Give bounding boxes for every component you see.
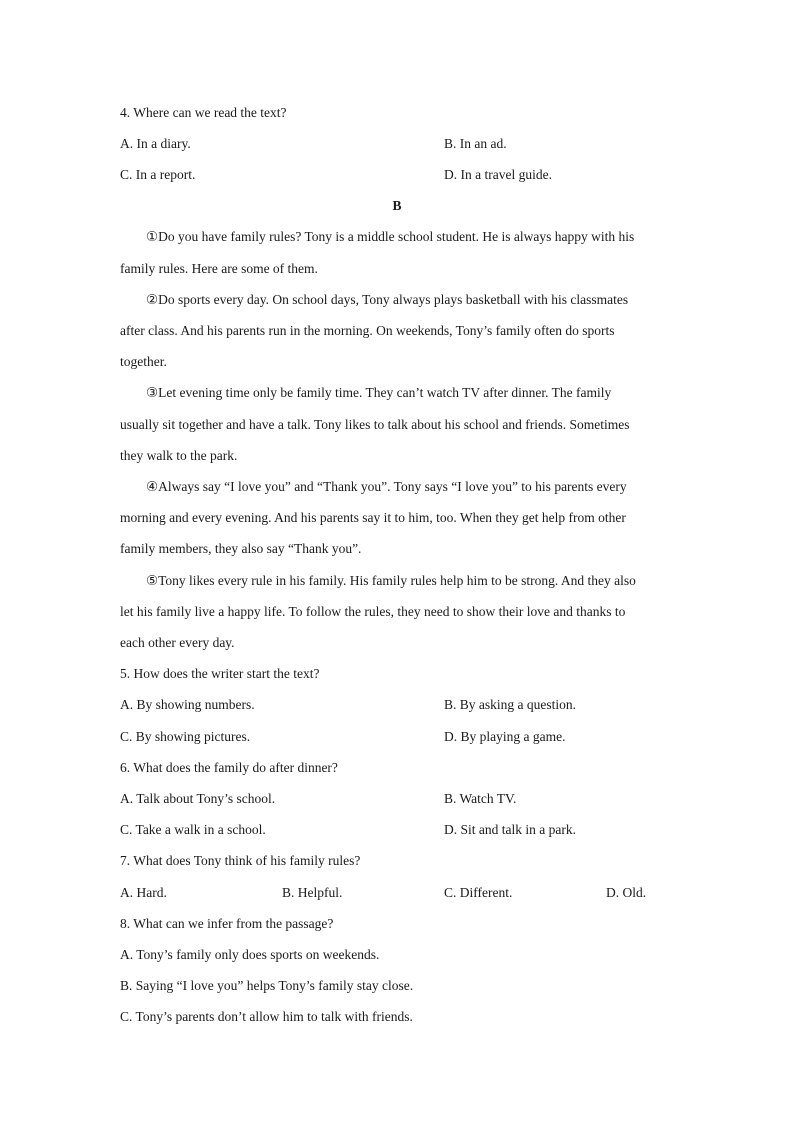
q7-option-a: A. Hard.	[120, 885, 167, 900]
question-6: 6. What does the family do after dinner?	[120, 760, 338, 775]
passage-line: each other every day.	[120, 635, 235, 650]
q6-option-b: B. Watch TV.	[444, 791, 517, 806]
q4-option-a: A. In a diary.	[120, 136, 191, 151]
passage-line: they walk to the park.	[120, 448, 238, 463]
q5-option-c: C. By showing pictures.	[120, 729, 251, 744]
passage-line: ③Let evening time only be family time. They can’t watch TV after dinner. The family	[146, 385, 612, 400]
passage-line: ④Always say “I love you” and “Thank you”. Tony says “I love you” to his parents every	[146, 479, 627, 494]
question-5: 5. How does the writer start the text?	[120, 666, 320, 681]
q8-option-a: A. Tony’s family only does sports on weekends.	[120, 947, 380, 962]
question-4: 4. Where can we read the text?	[120, 105, 287, 120]
passage-line: family members, they also say “Thank you”.	[120, 541, 362, 556]
q4-option-d: D. In a travel guide.	[444, 167, 552, 182]
passage-line: together.	[120, 354, 167, 369]
passage-line: morning and every evening. And his parents say it to him, too. When they get help from other	[120, 510, 626, 525]
q7-option-b: B. Helpful.	[282, 885, 343, 900]
question-7: 7. What does Tony think of his family rules?	[120, 853, 361, 868]
passage-line: family rules. Here are some of them.	[120, 261, 318, 276]
q7-option-c: C. Different.	[444, 885, 513, 900]
passage-line: usually sit together and have a talk. Tony likes to talk about his school and friends. Sometimes	[120, 417, 630, 432]
q4-option-c: C. In a report.	[120, 167, 196, 182]
q6-option-c: C. Take a walk in a school.	[120, 822, 266, 837]
q5-option-b: B. By asking a question.	[444, 697, 576, 712]
q5-option-a: A. By showing numbers.	[120, 697, 255, 712]
section-title: B	[392, 198, 402, 213]
passage-line: ⑤Tony likes every rule in his family. His family rules help him to be strong. And they also	[146, 573, 636, 588]
q6-option-a: A. Talk about Tony’s school.	[120, 791, 276, 806]
passage-line: let his family live a happy life. To follow the rules, they need to show their love and thanks to	[120, 604, 626, 619]
passage-line: ②Do sports every day. On school days, Tony always plays basketball with his classmates	[146, 292, 629, 307]
q6-option-d: D. Sit and talk in a park.	[444, 822, 576, 837]
q8-option-c: C. Tony’s parents don’t allow him to talk with friends.	[120, 1009, 413, 1024]
q4-option-b: B. In an ad.	[444, 136, 507, 151]
question-8: 8. What can we infer from the passage?	[120, 916, 334, 931]
passage-line: after class. And his parents run in the morning. On weekends, Tony’s family often do sports	[120, 323, 615, 338]
q7-option-d: D. Old.	[606, 885, 647, 900]
q8-option-b: B. Saying “I love you” helps Tony’s family stay close.	[120, 978, 414, 993]
passage-line: ①Do you have family rules? Tony is a middle school student. He is always happy with his	[146, 229, 635, 244]
q5-option-d: D. By playing a game.	[444, 729, 566, 744]
